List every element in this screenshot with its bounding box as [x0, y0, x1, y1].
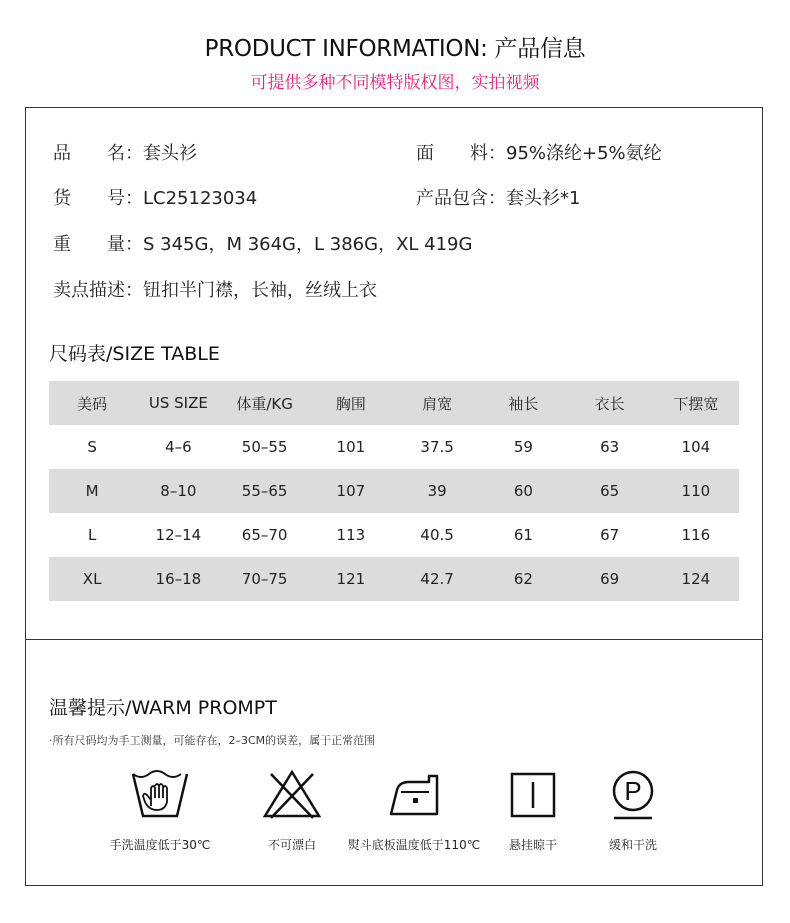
iron-icon	[383, 768, 445, 822]
table-cell: 101	[336, 438, 366, 456]
hand-wash-icon	[129, 768, 191, 822]
name-label: 品 名：	[53, 143, 143, 164]
table-row	[49, 469, 739, 513]
header-cell: 胸围	[308, 381, 394, 425]
page-subtitle: 可提供多种不同模特版权图，实拍视频	[250, 73, 540, 93]
selling-label: 卖点描述：	[53, 280, 143, 301]
table-cell: 65–70	[241, 526, 288, 544]
table-cell: 116	[681, 526, 711, 544]
table-cell: 42.7	[394, 557, 480, 601]
info-panel	[25, 107, 763, 886]
care-label: 悬挂晾干	[508, 838, 557, 852]
table-cell: 63	[600, 438, 620, 456]
name-value: 套头衫	[143, 143, 197, 164]
care-item-hand-wash	[90, 768, 230, 853]
table-cell: 16–18	[135, 557, 221, 601]
fabric-label: 面 料：	[416, 143, 506, 164]
care-label: 缓和干洗	[608, 838, 657, 852]
table-cell: 104	[681, 438, 711, 456]
sku-value: LC25123034	[143, 188, 258, 209]
table-row	[49, 557, 739, 601]
info-weight-row	[53, 230, 472, 256]
warm-prompt-title: 温馨提示/WARM PROMPT	[49, 697, 277, 719]
size-table-title: 尺码表/SIZE TABLE	[49, 343, 220, 365]
svg-text:P: P	[624, 776, 642, 806]
table-cell: 70–75	[222, 557, 308, 601]
measurement-note: ·所有尺码均为手工测量，可能存在，2–3CM的误差，属于正常范围	[49, 734, 376, 747]
care-label: 不可漂白	[267, 838, 316, 852]
care-label: 熨斗底板温度低于110℃	[347, 838, 481, 852]
header-cell: US SIZE	[135, 381, 221, 425]
header-cell: 肩宽	[394, 381, 480, 425]
table-cell: S	[87, 438, 97, 456]
header-cell: 衣长	[567, 381, 653, 425]
table-cell: 124	[653, 557, 739, 601]
includes-label: 产品包含：	[416, 188, 506, 209]
dry-clean-p-icon	[602, 768, 664, 822]
table-cell: 50–55	[241, 438, 288, 456]
table-cell: 65	[567, 469, 653, 513]
table-cell: 40.5	[420, 526, 454, 544]
table-cell: 39	[394, 469, 480, 513]
care-item-dry-clean	[563, 768, 703, 853]
line-dry-icon	[502, 768, 564, 822]
info-name-row	[53, 139, 197, 165]
selling-value: 钮扣半门襟，长袖，丝绒上衣	[143, 280, 377, 301]
header-cell: 下摆宽	[653, 381, 739, 425]
info-fabric-row	[416, 139, 662, 165]
header-cell: 体重/KG	[222, 381, 308, 425]
care-item-no-bleach	[222, 768, 362, 853]
table-cell: 61	[513, 526, 533, 544]
table-cell: 55–65	[222, 469, 308, 513]
table-cell: 59	[513, 438, 533, 456]
table-cell: XL	[49, 557, 135, 601]
table-cell: 8–10	[135, 469, 221, 513]
table-cell: 113	[336, 526, 366, 544]
table-cell: 12–14	[155, 526, 202, 544]
table-cell: 121	[308, 557, 394, 601]
header-cell: 美码	[49, 381, 135, 425]
table-cell: 37.5	[420, 438, 454, 456]
no-bleach-icon	[261, 768, 323, 822]
fabric-value: 95%涤纶+5%氨纶	[506, 143, 662, 164]
table-cell: 67	[600, 526, 620, 544]
table-cell: 62	[480, 557, 566, 601]
table-cell: 107	[308, 469, 394, 513]
table-cell: 4–6	[165, 438, 192, 456]
page-title: PRODUCT INFORMATION: 产品信息	[204, 36, 586, 62]
size-table-header	[49, 381, 739, 425]
table-cell: 60	[480, 469, 566, 513]
includes-value: 套头衫*1	[506, 188, 581, 209]
sku-label: 货 号：	[53, 188, 143, 209]
info-includes-row	[416, 184, 580, 210]
info-selling-row	[53, 276, 377, 302]
table-cell: M	[49, 469, 135, 513]
table-row	[49, 513, 739, 557]
table-cell: 110	[653, 469, 739, 513]
table-cell: L	[87, 526, 97, 544]
table-row	[49, 425, 739, 469]
size-table	[49, 381, 739, 601]
weight-label: 重 量：	[53, 234, 143, 255]
weight-value: S 345G，M 364G，L 386G，XL 419G	[143, 234, 473, 255]
care-label: 手洗温度低于30℃	[109, 838, 211, 852]
table-cell: 69	[567, 557, 653, 601]
header-cell: 袖长	[480, 381, 566, 425]
info-sku-row	[53, 184, 257, 210]
section-divider	[26, 639, 762, 640]
